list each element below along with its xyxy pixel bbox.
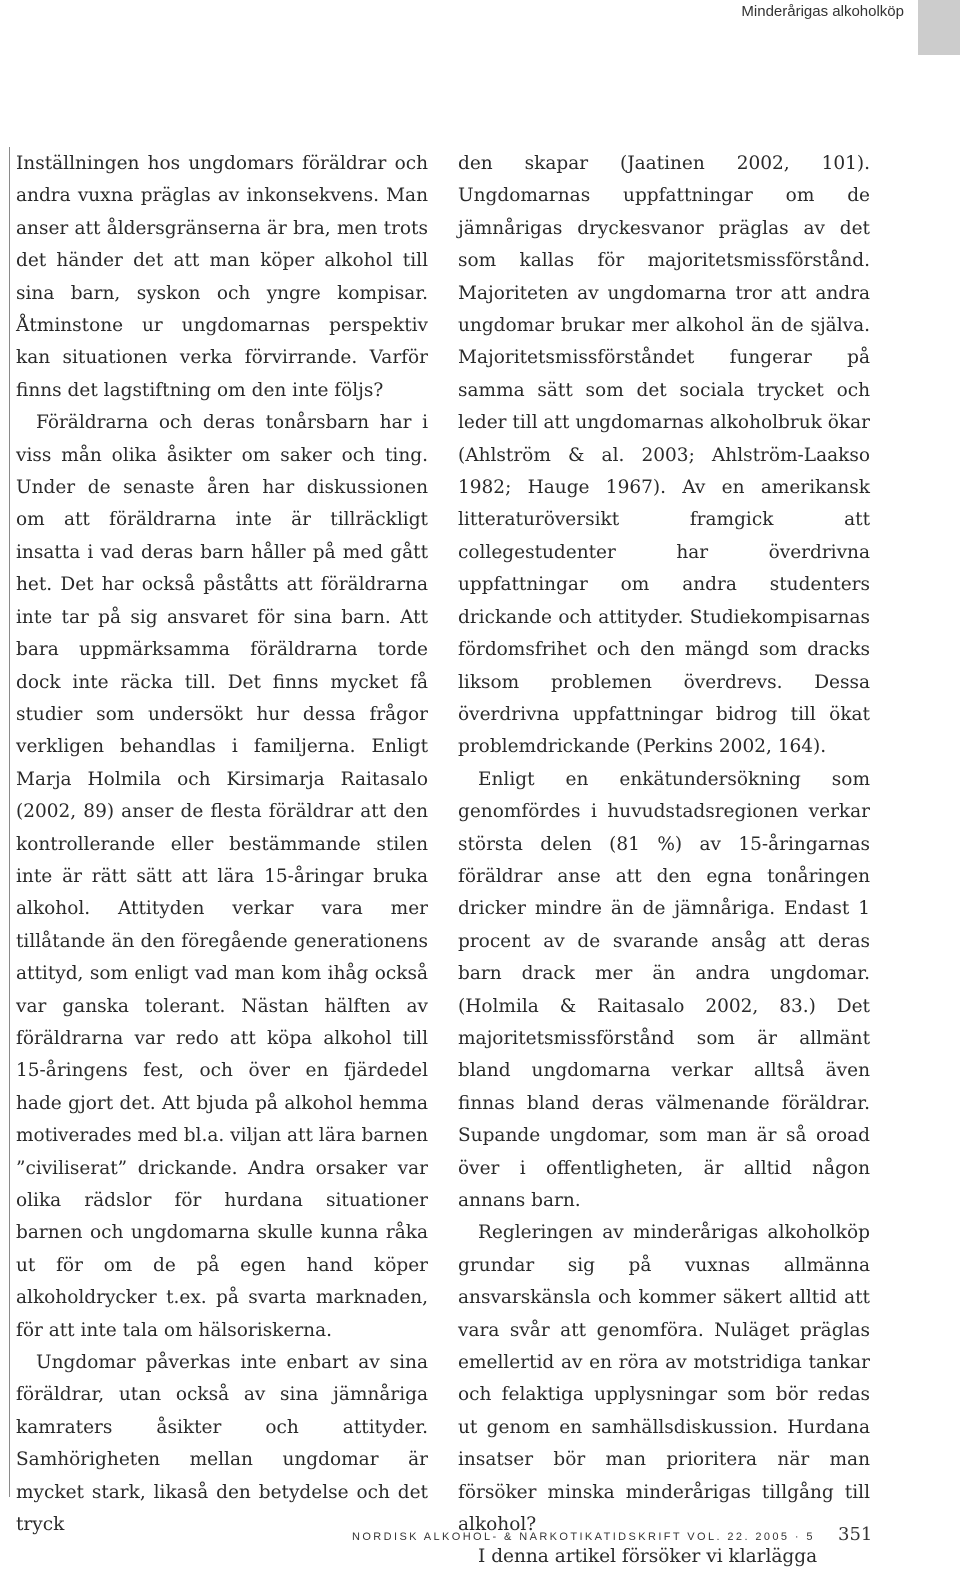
paragraph: Inställningen hos ungdomars föräldrar och andra vuxna präglas av inkonsekvens. Man anser att åldersgränserna är bra, men trots det händer det att man köper alkohol till sina barn, syskon och yngre kompisar. Åtminstone ur ungdomarnas perspektiv kan situationen verka förvirrande. Varför finns det lagstiftning om den inte följs? xyxy=(16,153,428,401)
journal-footer: NORDISK ALKOHOL- & NARKOTIKATIDSKRIFT VOL. 22. 2005 · 5 xyxy=(352,1531,815,1543)
paragraph: Ungdomar påverkas inte enbart av sina föräldrar, utan också av sina jämnåriga kamraters åsikter och attityder. Samhörigheten mellan ungdomar är mycket stark, likaså den betydelse och det tryck xyxy=(16,1352,428,1536)
right-column xyxy=(458,148,873,1574)
corner-tab xyxy=(918,0,960,55)
paragraph: Föräldrarna och deras tonårsbarn har i viss mån olika åsikter om saker och ting. Under de senaste åren har diskussionen om att föräldrarna inte är tillräckligt insatta i vad deras barn håller på med gått het. Det har också påståtts att föräldrarna inte tar på sig ansvaret för sina barn. Att bara uppmärksamma föräldrarna torde dock inte räcka till. Det finns mycket få studier som undersökt hur dessa frågor verkligen behandlas i familjerna. Enligt Marja Holmila och Kirsimarja Raitasalo (2002, 89) anser de flesta föräldrar att den kontrollerande eller bestämmande stilen inte är rätt sätt att lära 15-åringar bruka alkohol. Attityden verkar vara mer tillåtande än den föregående generationens attityd, som enligt vad man kom ihåg också var ganska tolerant. Nästan hälften av föräldrarna var redo att köpa alkohol till 15-åringens fest, och över en fjärdedel hade gjort det. Att bjuda på alkohol hemma motiverades med bl.a. viljan att lära barnen ”civiliserat” drickande. Andra orsaker var olika rädslor för hurdana situationer barnen och ungdomarna skulle kunna råka ut för om de på egen hand köper alkoholdrycker t.ex. på svarta marknaden, för att inte tala om hälsoriskerna. xyxy=(16,412,428,1341)
left-column xyxy=(16,148,428,1541)
page-number: 351 xyxy=(838,1524,873,1545)
column-rule xyxy=(9,147,10,1497)
paragraph: Enligt en enkätundersökning som genomfördes i huvudstadsregionen verkar största delen (81 %) av 15-åringarnas föräldrar anse att den egna tonåringen dricker mindre än de jämnåriga. Endast 1 procent av de svarande ansåg att deras barn drack mer än andra ungdomar. (Holmila & Raitasalo 2002, 83.) Det majoritetsmissförstånd som är allmänt bland ungdomarna verkar alltså även finnas bland deras välmenande föräldrar. Supande ungdomar, som man är så oroad över i offentligheten, är alltid någon annans barn. xyxy=(458,768,870,1211)
running-head-title: Minderårigas alkoholköp xyxy=(741,3,904,20)
paragraph: Regleringen av minderårigas alkoholköp grundar sig på vuxnas allmänna ansvarskänsla och kommer säkert alltid att vara svår att genomföra. Nuläget präglas emellertid av en röra av motstridiga tankar och felaktiga upplysningar som bör redas ut genom en samhällsdiskussion. Hurdana insatser bör man prioritera när man försöker minska minderårigas tillgång till alkohol? xyxy=(458,1222,870,1536)
paragraph: I denna artikel försöker vi klarlägga xyxy=(478,1546,818,1568)
paragraph: den skapar (Jaatinen 2002, 101). Ungdomarnas uppfattningar om de jämnårigas dryckesvanor präglas av det som kallas för majoritetsmissförstånd. Majoriteten av ungdomarna tror att andra ungdomar brukar mer alkohol än de själva. Majoritetsmissförståndet fungerar på samma sätt som det sociala trycket och leder till att ungdomarnas alkoholbruk ökar (Ahlström & al. 2003; Ahlström-Laakso 1982; Hauge 1967). Av en amerikansk litteraturöversikt framgick att collegestudenter har överdrivna uppfattningar om andra studenters drickande och attityder. Studiekompisarnas fördomsfrihet och den mängd som dracks liksom problemen överdrevs. Dessa överdrivna uppfattningar bidrog till ökat problemdrickande (Perkins 2002, 164). xyxy=(458,153,870,758)
